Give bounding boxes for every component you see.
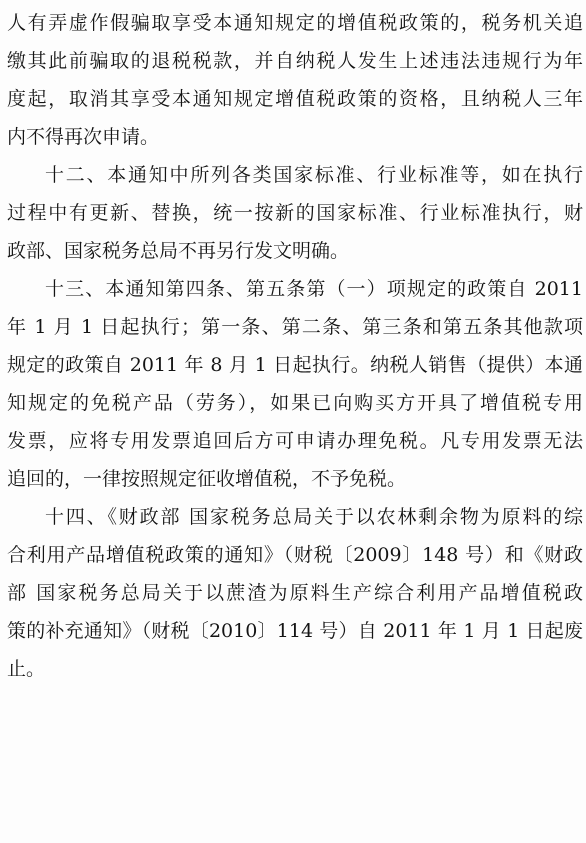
text-line: 十四、《财政部 国家税务总局关于以农林剩余物为原料的综: [45, 506, 583, 528]
paragraph-14: [7, 498, 583, 688]
text-line: 年 1 月 1 日起执行；第一条、第二条、第三条和第五条其他款项: [7, 316, 583, 338]
paragraph-12: [7, 156, 583, 270]
text-line: 人有弄虚作假骗取享受本通知规定的增值税政策的，税务机关追: [7, 12, 583, 34]
text-line: 十三、本通知第四条、第五条第（一）项规定的政策自 2011: [45, 278, 583, 300]
document-body: [7, 4, 583, 688]
text-line: 部 国家税务总局关于以蔗渣为原料生产综合利用产品增值税政: [7, 582, 583, 604]
text-line: 止。: [7, 658, 46, 680]
text-line: 知规定的免税产品（劳务），如果已向购买方开具了增值税专用: [7, 392, 583, 414]
text-line: 缴其此前骗取的退税税款，并自纳税人发生上述违法违规行为年: [7, 50, 583, 72]
text-line: 内不得再次申请。: [7, 126, 160, 148]
text-line: 发票，应将专用发票追回后方可申请办理免税。凡专用发票无法: [7, 430, 583, 452]
text-line: 规定的政策自 2011 年 8 月 1 日起执行。纳税人销售（提供）本通: [7, 354, 583, 376]
paragraph-13: [7, 270, 583, 498]
text-line: 十二、本通知中所列各类国家标准、行业标准等，如在执行: [45, 164, 583, 186]
text-line: 合利用产品增值税政策的通知》（财税〔2009〕148 号）和《财政: [7, 544, 583, 566]
text-line: 政部、国家税务总局不再另行发文明确。: [7, 240, 350, 262]
text-line: 策的补充通知》（财税〔2010〕114 号）自 2011 年 1 月 1 日起废: [7, 620, 583, 642]
text-line: 度起，取消其享受本通知规定增值税政策的资格，且纳税人三年: [7, 88, 583, 110]
text-line: 追回的，一律按照规定征收增值税，不予免税。: [7, 468, 407, 490]
text-line: 过程中有更新、替换，统一按新的国家标准、行业标准执行，财: [7, 202, 583, 224]
paragraph-11-continuation: [7, 4, 583, 156]
